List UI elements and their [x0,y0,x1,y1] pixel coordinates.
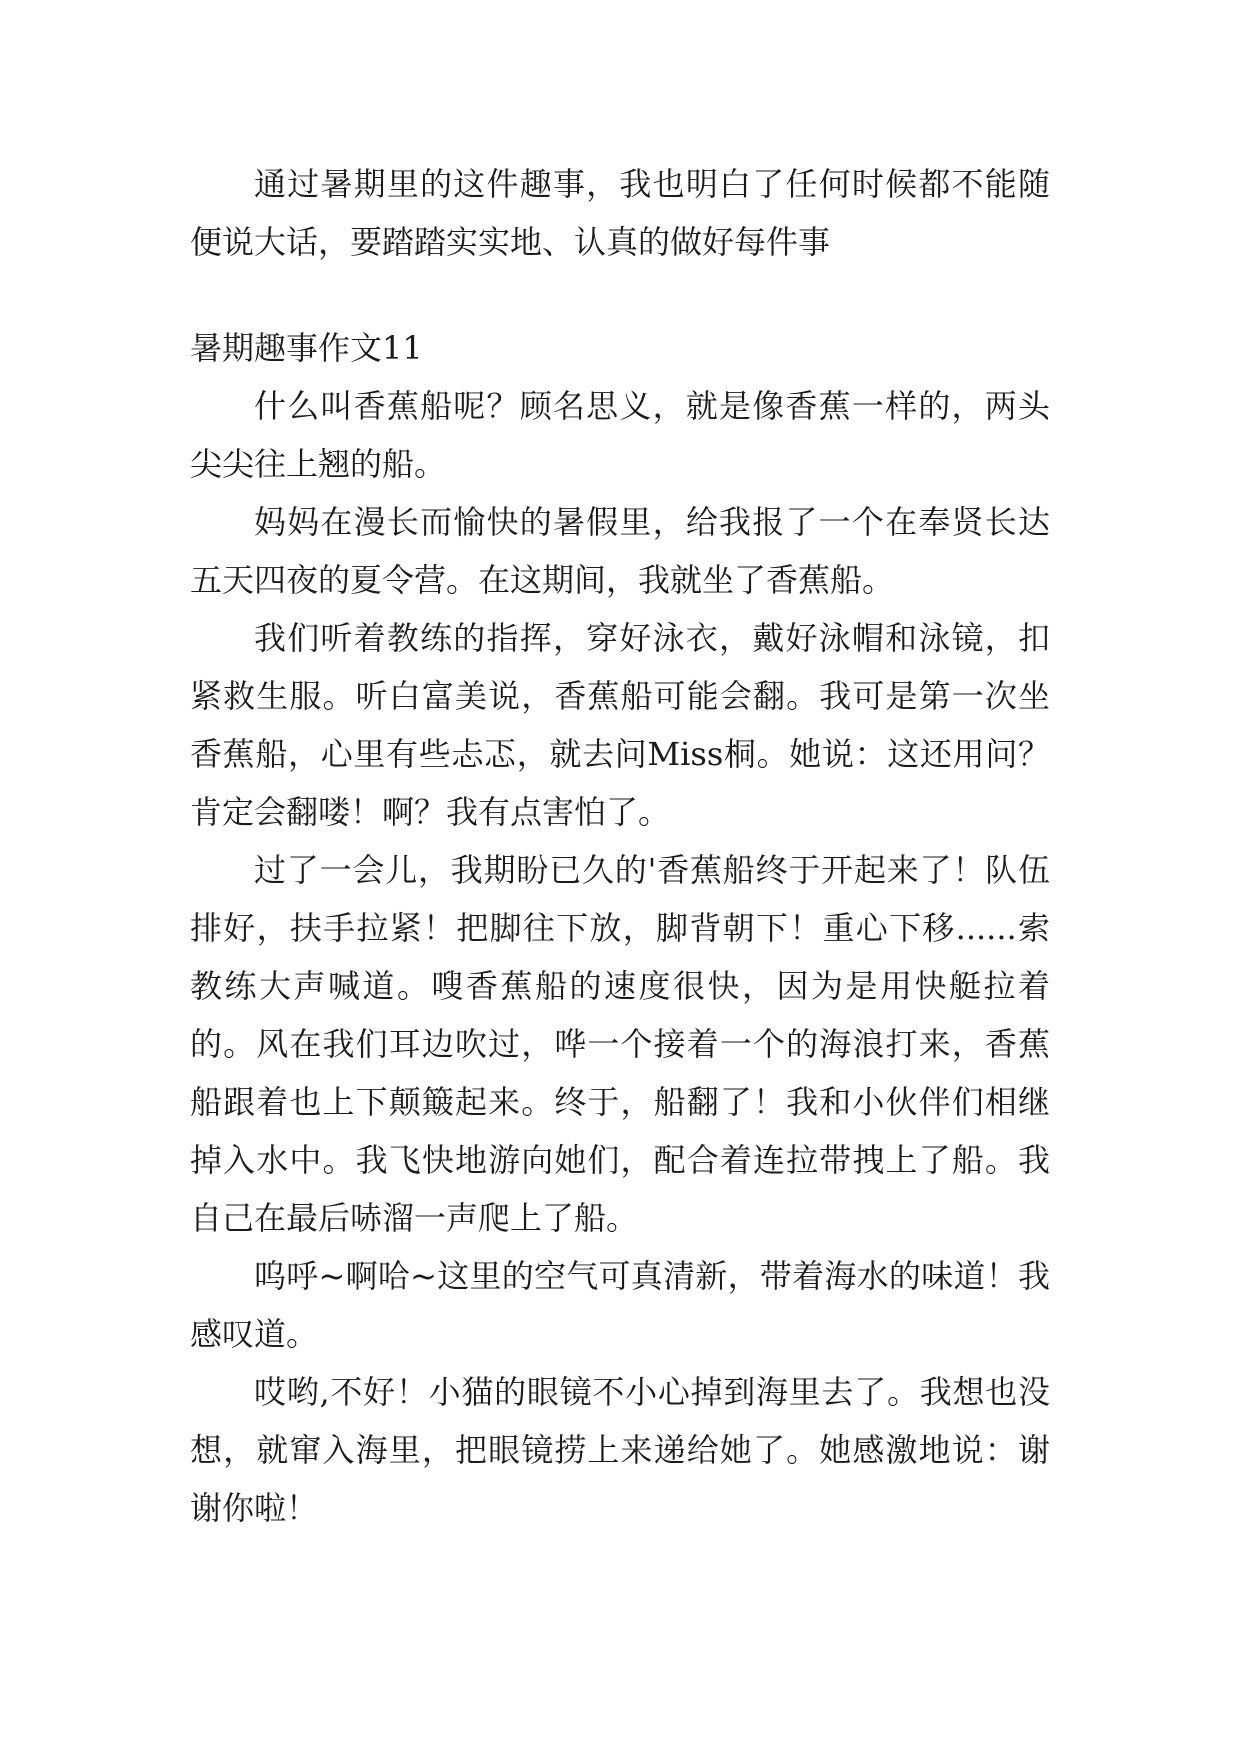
paragraph-5: 呜呼~啊哈~这里的空气可真清新，带着海水的味道！我感叹道。 [190,1257,1050,1353]
section-title: 暑期趣事作文11 [190,329,423,367]
document-body [190,155,1050,1537]
paragraph-1: 什么叫香蕉船呢？顾名思义，就是像香蕉一样的，两头尖尖往上翘的船。 [190,387,1050,483]
intro-paragraph: 通过暑期里的这件趣事，我也明白了任何时候都不能随便说大话，要踏踏实实地、认真的做好每件事 [190,165,1050,261]
paragraph-2: 妈妈在漫长而愉快的暑假里，给我报了一个在奉贤长达五天四夜的夏令营。在这期间，我就坐了香蕉船。 [190,503,1050,599]
paragraph-4: 过了一会儿，我期盼已久的'香蕉船终于开起来了！队伍排好，扶手拉紧！把脚往下放，脚背朝下！重心下移......索教练大声喊道。嗖香蕉船的速度很快，因为是用快艇拉着的。风在我们耳边吹过，哗一个接着一个的海浪打来，香蕉船跟着也上下颠簸起来。终于，船翻了！我和小伙伴们相继掉入水中。我飞快地游向她们，配合着连拉带拽上了船。我自己在最后哧溜一声爬上了船。 [190,851,1050,1237]
paragraph-3: 我们听着教练的指挥，穿好泳衣，戴好泳帽和泳镜，扣紧救生服。听白富美说，香蕉船可能会翻。我可是第一次坐香蕉船，心里有些忐忑，就去问Miss桐。她说：这还用问？肯定会翻喽！啊？我有点害怕了。 [190,619,1050,831]
paragraph-6: 哎哟,不好！小猫的眼镜不小心掉到海里去了。我想也没想，就窜入海里，把眼镜捞上来递给她了。她感激地说：谢谢你啦！ [190,1373,1050,1527]
